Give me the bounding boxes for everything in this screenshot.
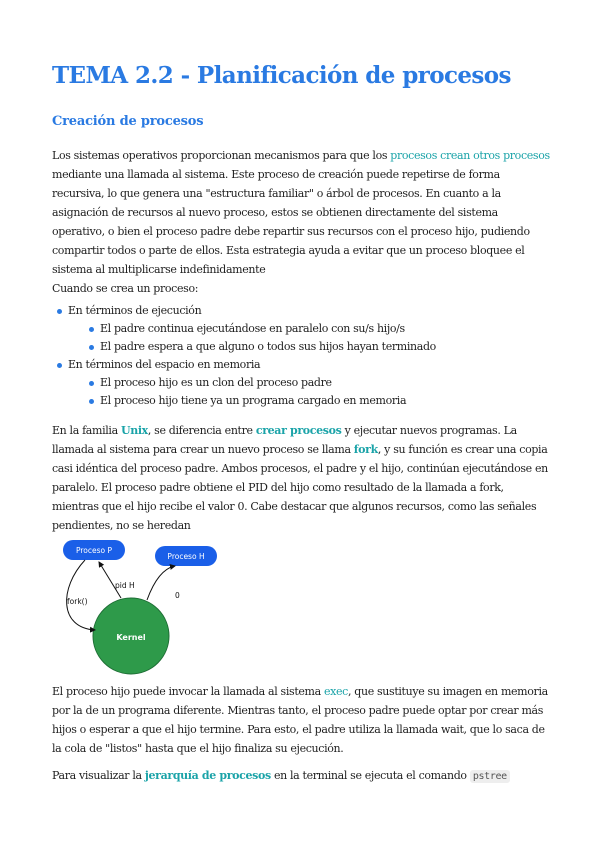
exec-text-2: , que sustituye su imagen en memoria por la de un programa diferente. Mientras tanto, el proceso padre puede optar por crear más hijos o esperar a que el hijo termine. Para esto, el padre utiliza la llamada wait, que lo saca de la cola de "listos" hasta que el hijo finaliza su ejecución. bbox=[52, 685, 548, 755]
proceso-p-label: Proceso P bbox=[75, 546, 113, 555]
intro-text-3: Cuando se crea un proceso: bbox=[52, 282, 199, 295]
unix-paragraph bbox=[52, 421, 552, 535]
link-fork[interactable]: fork bbox=[353, 443, 378, 456]
sub-list bbox=[68, 374, 552, 410]
page-title: TEMA 2.2 - Planificación de procesos bbox=[52, 62, 511, 89]
sub-list-item-label: El padre continua ejecutándose en paralelo con su/s hijo/s bbox=[100, 322, 405, 335]
unix-text-4: , y su función es crear una copia casi idéntica del proceso padre. Ambos procesos, el padre y el hijo, continúan ejecutándose en paralelo. El proceso padre obtiene el PID del hijo como resultado de la llamada a fork, mientras que el hijo recibe el valor 0. Cabe destacar que algunos recursos, como las señales pendientes, no se heredan bbox=[52, 443, 548, 532]
process-creation-list bbox=[52, 302, 552, 410]
kernel-label: Kernel bbox=[116, 633, 146, 642]
link-procesos-crean-otros[interactable]: procesos crean otros procesos bbox=[390, 149, 550, 162]
fork-label: fork() bbox=[67, 597, 88, 606]
zero-label: 0 bbox=[175, 591, 180, 600]
sub-list-item bbox=[68, 320, 552, 338]
zero-arrow bbox=[147, 566, 175, 600]
sub-list-item-label: El proceso hijo es un clon del proceso padre bbox=[100, 376, 332, 389]
bullet-icon bbox=[89, 399, 94, 404]
link-unix[interactable]: Unix bbox=[120, 424, 148, 437]
unix-text-3: y ejecutar nuevos programas. La llamada al sistema para crear un nuevo proceso se llama bbox=[52, 424, 517, 456]
pid-label: pid H bbox=[115, 581, 135, 590]
pstree-paragraph bbox=[52, 766, 552, 786]
sub-list-item-label: El proceso hijo tiene ya un programa cargado en memoria bbox=[100, 394, 407, 407]
list-item-label: En términos del espacio en memoria bbox=[68, 358, 261, 371]
unix-text-2: , se diferencia entre bbox=[147, 424, 256, 437]
proceso-h-label: Proceso H bbox=[167, 552, 205, 561]
sub-list-item bbox=[68, 392, 552, 410]
link-jerarquia-procesos[interactable]: jerarquía de procesos bbox=[144, 769, 271, 782]
pid-arrow bbox=[99, 562, 121, 598]
sub-list-item bbox=[68, 374, 552, 392]
exec-text-1: El proceso hijo puede invocar la llamada al sistema bbox=[52, 685, 324, 698]
bullet-icon bbox=[57, 309, 62, 314]
intro-paragraph bbox=[52, 146, 552, 298]
list-item bbox=[52, 356, 552, 410]
bullet-icon bbox=[89, 327, 94, 332]
intro-text-1: Los sistemas operativos proporcionan mecanismos para que los bbox=[52, 149, 391, 162]
link-crear-procesos[interactable]: crear procesos bbox=[255, 424, 342, 437]
pstree-text-1: Para visualizar la bbox=[52, 769, 145, 782]
list-item-label: En términos de ejecución bbox=[68, 304, 202, 317]
fork-diagram bbox=[55, 538, 235, 678]
bullet-icon bbox=[89, 345, 94, 350]
sub-list-item bbox=[68, 338, 552, 356]
fork-arrow bbox=[67, 560, 95, 630]
pstree-text-2: en la terminal se ejecuta el comando bbox=[270, 769, 470, 782]
sub-list bbox=[68, 320, 552, 356]
list-item bbox=[52, 302, 552, 356]
section-title: Creación de procesos bbox=[52, 114, 204, 129]
pstree-command: pstree bbox=[470, 770, 510, 783]
intro-text-2: mediante una llamada al sistema. Este proceso de creación puede repetirse de forma recursiva, lo que genera una "estructura familiar" o árbol de procesos. En cuanto a la asignación de recursos al nuevo proceso, estos se obtienen directamente del sistema operativo, o bien el proceso padre debe repartir sus recursos con el proceso hijo, pudiendo compartir todos o parte de ellos. Esta estrategia ayuda a evitar que un proceso bloquee el sistema al multiplicarse indefinidamente bbox=[52, 168, 530, 276]
sub-list-item-label: El padre espera a que alguno o todos sus hijos hayan terminado bbox=[100, 340, 436, 353]
bullet-icon bbox=[57, 363, 62, 368]
bullet-icon bbox=[89, 381, 94, 386]
unix-text-1: En la familia bbox=[52, 424, 121, 437]
exec-paragraph bbox=[52, 682, 552, 758]
link-exec[interactable]: exec bbox=[323, 685, 348, 698]
